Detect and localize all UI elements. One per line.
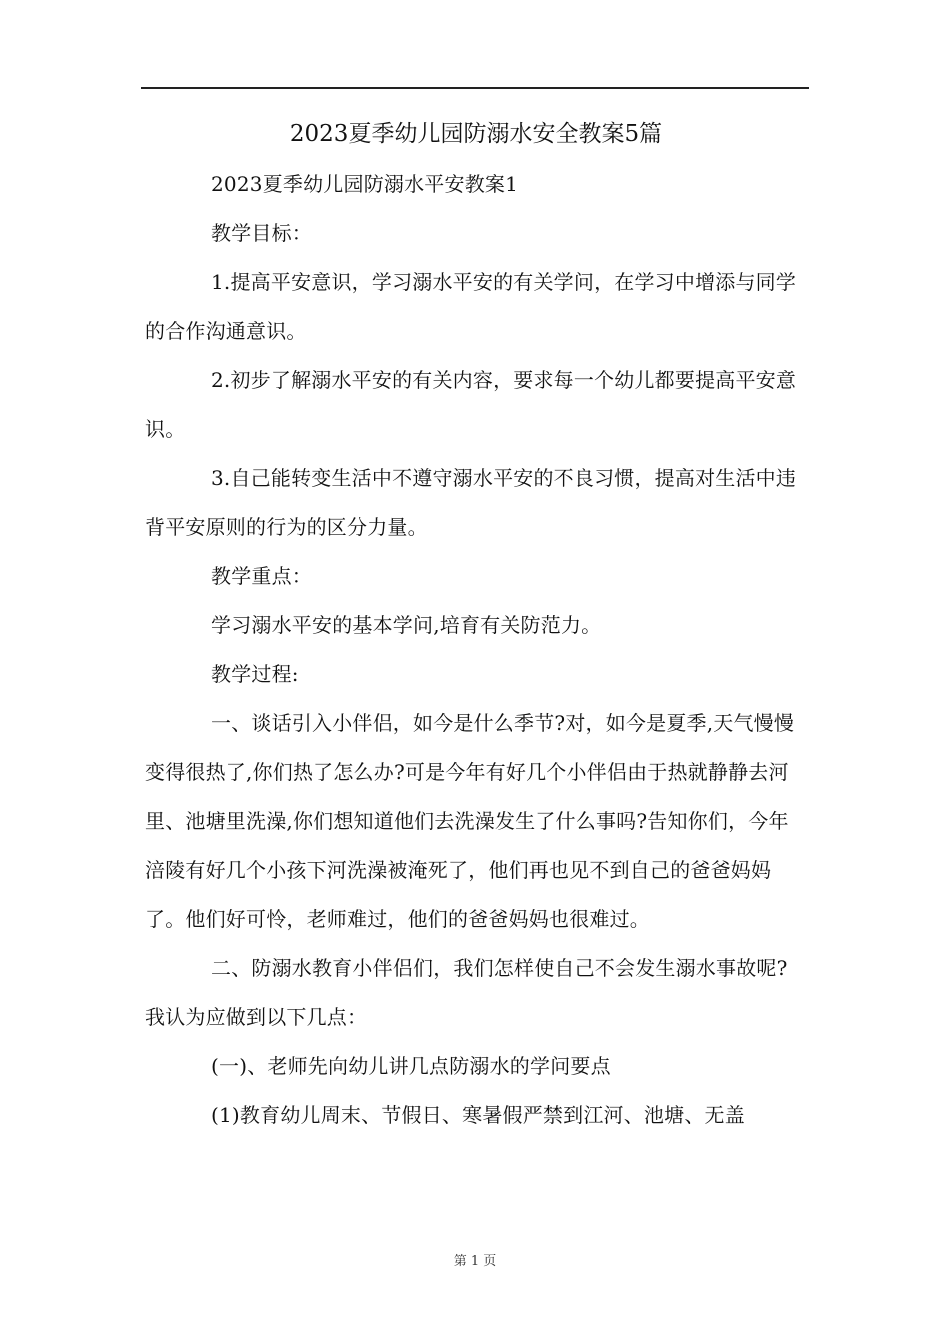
paragraph-goal-1: 1.提高平安意识，学习溺水平安的有关学问，在学习中增添与同学的合作沟通意识。: [145, 270, 797, 343]
paragraph-process-heading: 教学过程:: [211, 662, 299, 686]
document-title: 2023夏季幼儿园防溺水安全教案5篇: [289, 121, 663, 147]
paragraph-goal-2: 2.初步了解溺水平安的有关内容，要求每一个幼儿都要提高平安意识。: [145, 368, 797, 441]
header-rule: [141, 87, 809, 89]
paragraph-goal-3: 3.自己能转变生活中不遵守溺水平安的不良习惯，提高对生活中违背平安原则的行为的区分力量。: [145, 466, 797, 539]
page-number: 第 1 页: [453, 1254, 497, 1269]
paragraph-subtitle: 2023夏季幼儿园防溺水平安教案1: [211, 172, 519, 196]
paragraph-section-2: 二、防溺水教育小伴侣们，我们怎样使自己不会发生溺水事故呢?我认为应做到以下几点：: [145, 956, 788, 1029]
paragraph-item-1: (1)教育幼儿周末、节假日、寒暑假严禁到江河、池塘、无盖: [211, 1103, 745, 1127]
paragraph-focus: 学习溺水平安的基本学问,培育有关防范力。: [211, 613, 602, 637]
paragraph-subsection-1: (一)、老师先向幼儿讲几点防溺水的学问要点: [211, 1054, 611, 1078]
paragraph-focus-heading: 教学重点：: [211, 564, 312, 588]
paragraph-section-1: 一、谈话引入小伴侣，如今是什么季节?对，如今是夏季,天气慢慢变得很热了,你们热了怎么办?可是今年有好几个小伴侣由于热就静静去河里、池塘里洗澡,你们想知道他们去洗澡发生了什么事吗?告知你们，今年涪陵有好几个小孩下河洗澡被淹死了，他们再也见不到自己的爸爸妈妈了。他们好可怜，老师难过，他们的爸爸妈妈也很难过。: [145, 711, 795, 931]
document-body: [145, 110, 807, 1140]
paragraph-goals-heading: 教学目标：: [211, 221, 312, 245]
